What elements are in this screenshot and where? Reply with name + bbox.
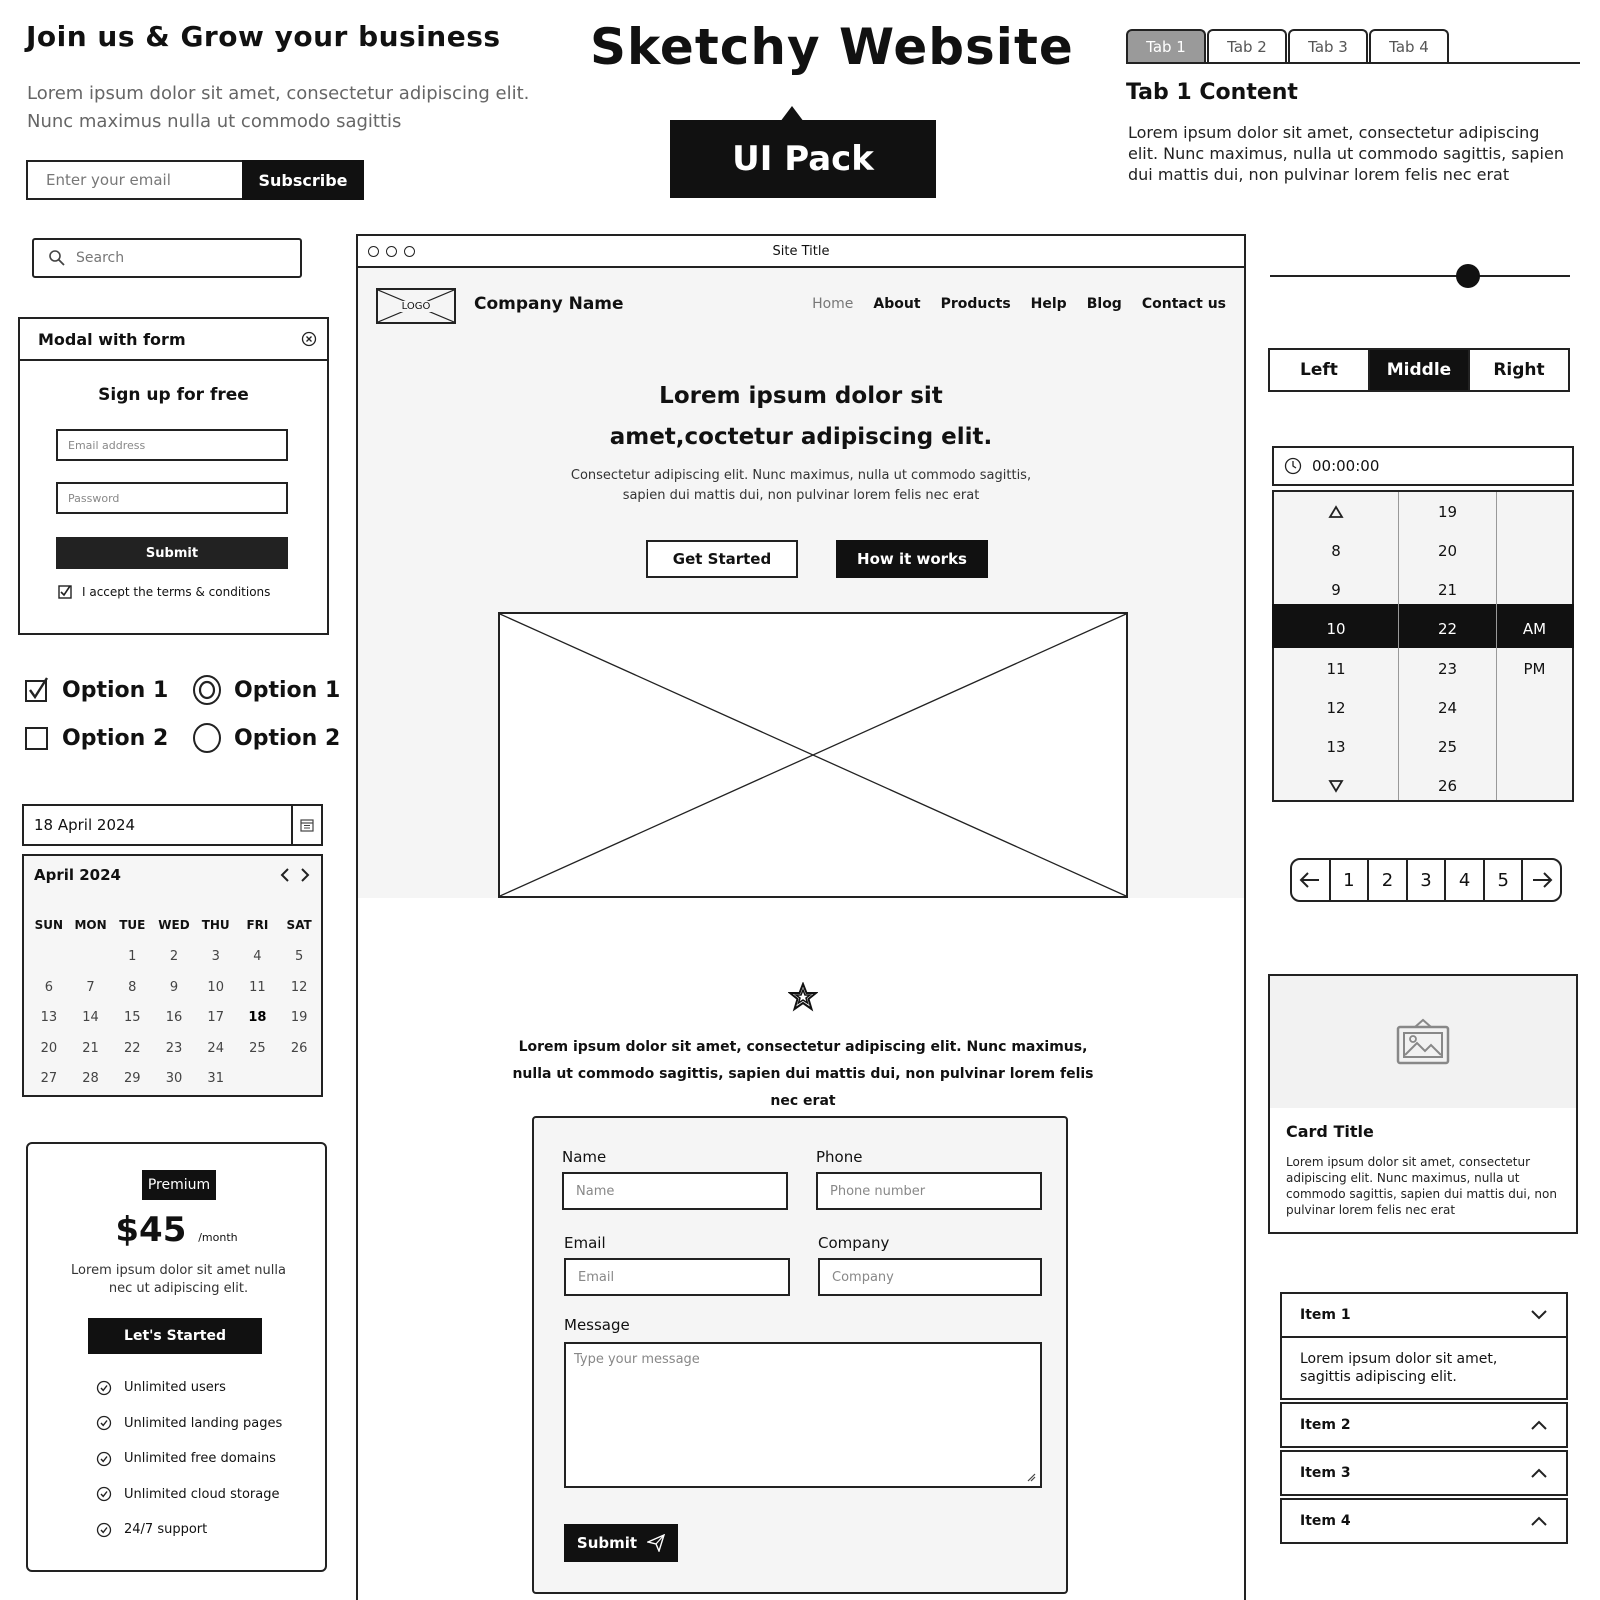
calendar-grid (28, 908, 320, 1095)
modal-password-field[interactable]: Password (56, 482, 288, 514)
pagination (1290, 858, 1562, 902)
calendar-weekday: FRI (246, 918, 269, 932)
calendar-day-selected[interactable]: 18 (248, 1010, 267, 1025)
feature-label: Unlimited users (124, 1380, 226, 1396)
calendar-day[interactable]: 21 (82, 1040, 99, 1056)
segment-left[interactable]: Left (1270, 350, 1370, 390)
check-circle-icon (96, 1415, 112, 1431)
hour-item[interactable]: 9 (1331, 580, 1341, 599)
feature-label: Unlimited landing pages (124, 1415, 283, 1431)
arrow-up-icon[interactable] (1274, 492, 1398, 531)
email-input[interactable]: Email (564, 1258, 790, 1296)
checkbox-option-2[interactable] (24, 724, 168, 752)
check-circle-icon (96, 1486, 112, 1502)
company-label: Company (818, 1234, 890, 1252)
tab-content-title: Tab 1 Content (1126, 80, 1298, 105)
logo[interactable] (376, 288, 456, 324)
calendar-day[interactable]: 13 (40, 1010, 58, 1025)
ui-pack-badge: UI Pack (670, 120, 936, 198)
date-input-value: 18 April 2024 (34, 816, 136, 834)
time-input[interactable] (1272, 446, 1574, 486)
nav-contact-us[interactable]: Contact us (1141, 296, 1226, 312)
nav-blog[interactable]: Blog (1086, 296, 1122, 312)
calendar-day[interactable]: 3 (211, 949, 220, 964)
checkbox-label: Option 1 (62, 677, 169, 703)
tab-3[interactable]: Tab 3 (1288, 29, 1368, 62)
minute-column (1399, 492, 1497, 800)
message-placeholder: Type your message (574, 1352, 700, 1367)
time-input-value: 00:00:00 (1312, 457, 1380, 475)
signup-modal (18, 317, 329, 635)
calendar-day[interactable]: 25 (249, 1040, 266, 1056)
contact-submit-button[interactable] (564, 1524, 678, 1562)
email-label: Email (564, 1234, 606, 1252)
calendar-day[interactable]: 17 (207, 1010, 224, 1025)
calendar-weekday: THU (201, 918, 230, 932)
accordion-item-1-body: Lorem ipsum dolor sit amet, sagittis adipiscing elit. (1280, 1338, 1568, 1400)
chevron-up-icon (1530, 1467, 1548, 1479)
calendar-day[interactable]: 10 (207, 979, 224, 995)
site-title: Site Title (772, 243, 830, 259)
price-value: $45 (115, 1210, 187, 1250)
minute-item-selected[interactable]: 22 (1437, 620, 1458, 638)
contact-form (532, 1116, 1068, 1594)
chevron-right-icon[interactable] (299, 867, 311, 883)
time-picker (1272, 490, 1574, 802)
check-circle-icon (96, 1380, 112, 1396)
chevron-up-icon (1530, 1515, 1548, 1527)
card-title: Card Title (1286, 1122, 1374, 1141)
phone-label: Phone (816, 1148, 863, 1166)
hero-title-text: Lorem ipsum dolor sit amet,coctetur adipiscing elit. (609, 383, 993, 450)
calendar-day[interactable]: 12 (290, 979, 308, 995)
calendar-header (24, 856, 321, 884)
calendar-nav (279, 867, 311, 883)
tab-2[interactable]: Tab 2 (1207, 29, 1287, 62)
minute-item[interactable]: 19 (1437, 502, 1458, 521)
newsletter-title: Join us & Grow your business (26, 20, 501, 53)
tab-content-text: Lorem ipsum dolor sit amet, consectetur adipiscing elit. Nunc maximus, nulla ut commodo sagittis, sapien dui mattis dui, non pulvinar lorem felis nec erat (1128, 123, 1564, 184)
logo-text: LOGO (401, 300, 431, 312)
tab-4[interactable]: Tab 4 (1369, 29, 1449, 62)
search-input[interactable] (32, 238, 302, 278)
checkbox-checked-icon[interactable] (58, 585, 72, 599)
accordion-item-label: Item 4 (1300, 1513, 1351, 1529)
calendar-day[interactable]: 31 (207, 1071, 224, 1086)
arrow-down-icon[interactable] (1274, 766, 1398, 805)
calendar-day[interactable]: 14 (82, 1010, 99, 1025)
accordion-item-label: Item 3 (1300, 1465, 1351, 1481)
radio-empty-icon (192, 722, 222, 754)
calendar-day[interactable]: 7 (86, 979, 95, 995)
hero-title (358, 376, 1244, 458)
page-2[interactable]: 2 (1369, 860, 1408, 900)
period-empty (1497, 531, 1572, 570)
date-input[interactable] (22, 804, 323, 846)
accordion-item-4[interactable] (1280, 1498, 1568, 1544)
calendar-day[interactable]: 6 (44, 979, 53, 995)
name-input[interactable]: Name (562, 1172, 788, 1210)
calendar-weekday: TUE (119, 918, 146, 932)
calendar-day[interactable]: 20 (40, 1040, 58, 1056)
calendar-icon[interactable] (291, 806, 321, 844)
calendar-day[interactable]: 24 (207, 1040, 224, 1056)
feature-list (96, 1370, 282, 1548)
checkbox-checked-icon (24, 676, 50, 704)
nav-help[interactable]: Help (1030, 296, 1067, 312)
slider-handle[interactable] (1456, 264, 1480, 288)
close-icon[interactable] (301, 331, 317, 347)
minute-item[interactable]: 24 (1437, 698, 1458, 717)
checkbox-label: Option 2 (62, 725, 169, 751)
newsletter-description: Lorem ipsum dolor sit amet, consectetur adipiscing elit. Nunc maximus nulla ut commodo sagittis (27, 83, 530, 132)
modal-header (20, 319, 327, 361)
calendar-day[interactable]: 16 (165, 1010, 183, 1025)
calendar-day[interactable]: 4 (253, 949, 262, 964)
calendar-weekday: SAT (286, 918, 312, 932)
minute-item[interactable]: 23 (1437, 659, 1458, 678)
company-input[interactable]: Company (818, 1258, 1042, 1296)
slider-track[interactable] (1270, 275, 1570, 277)
pricing-card (26, 1142, 327, 1572)
resize-handle-icon[interactable] (1026, 1472, 1036, 1482)
company-name: Company Name (474, 294, 624, 314)
feature-item (96, 1406, 282, 1442)
message-textarea[interactable] (564, 1342, 1042, 1488)
segment-right[interactable]: Right (1493, 360, 1545, 380)
hour-column (1274, 492, 1399, 800)
search-placeholder: Search (76, 250, 125, 266)
calendar (22, 854, 323, 1097)
feature-text: Lorem ipsum dolor sit amet, consectetur adipiscing elit. Nunc maximus, nulla ut commodo sagittis, sapien dui mattis dui, non pulvinar lorem felis nec erat (512, 1039, 1094, 1109)
calendar-day[interactable]: 23 (165, 1040, 183, 1056)
minute-item[interactable]: 26 (1437, 776, 1458, 795)
feature-item (96, 1477, 282, 1513)
page-5[interactable]: 5 (1485, 860, 1524, 900)
accordion-item-label: Item 2 (1300, 1417, 1351, 1433)
page-1[interactable]: 1 (1331, 860, 1370, 900)
nav-about[interactable]: About (873, 296, 921, 312)
lets-started-button[interactable]: Let's Started (88, 1318, 262, 1354)
calendar-day[interactable]: 15 (124, 1010, 141, 1025)
calendar-day[interactable]: 1 (128, 949, 137, 964)
card-text: Lorem ipsum dolor sit amet, consectetur adipiscing elit. Nunc maximus, nulla ut commodo sagittis, sapien dui mattis dui, non pulvinar lorem felis nec erat (1286, 1155, 1557, 1217)
how-it-works-button[interactable]: How it works (836, 540, 988, 578)
terms-label: I accept the terms & conditions (82, 585, 271, 599)
calendar-day[interactable]: 8 (128, 979, 137, 995)
calendar-day[interactable]: 9 (169, 979, 179, 995)
modal-email-field[interactable]: Email address (56, 429, 288, 461)
checkbox-option-1[interactable] (24, 676, 168, 704)
terms-checkbox-row[interactable] (58, 585, 270, 599)
calendar-day[interactable]: 28 (82, 1071, 99, 1086)
hero-section (358, 268, 1244, 898)
period-empty (1497, 492, 1572, 531)
calendar-day[interactable]: 5 (295, 949, 304, 964)
modal-submit-button[interactable]: Submit (56, 537, 288, 569)
calendar-day[interactable]: 27 (40, 1071, 58, 1086)
calendar-day[interactable]: 30 (165, 1071, 183, 1086)
accordion-item-3[interactable] (1280, 1450, 1568, 1496)
radio-label: Option 1 (234, 677, 341, 703)
name-label: Name (562, 1148, 607, 1166)
check-circle-icon (96, 1451, 112, 1467)
feature-label: Unlimited free domains (124, 1451, 276, 1467)
price (28, 1210, 325, 1250)
minute-item[interactable]: 25 (1437, 737, 1458, 756)
pricing-description: Lorem ipsum dolor sit amet nulla nec ut adipiscing elit. (71, 1263, 286, 1296)
message-label: Message (564, 1316, 630, 1334)
hour-item[interactable]: 8 (1331, 541, 1341, 560)
arrow-left-icon[interactable] (1292, 860, 1331, 900)
radio-option-2[interactable] (192, 722, 340, 754)
page-title: Sketchy Website (590, 18, 1074, 76)
period-empty (1497, 570, 1572, 609)
accordion-item-1[interactable] (1280, 1292, 1568, 1338)
tab-bar (1126, 28, 1580, 64)
feature-item (96, 1441, 282, 1477)
browser-window (356, 234, 1246, 1600)
minute-item[interactable]: 21 (1437, 580, 1458, 599)
accordion (1280, 1292, 1568, 1546)
nav-home[interactable]: Home (812, 296, 854, 312)
image-icon (1395, 1017, 1451, 1067)
segment-middle[interactable]: Middle (1370, 350, 1470, 390)
main-nav (812, 296, 1226, 312)
feature-item (96, 1370, 282, 1406)
page-3[interactable]: 3 (1408, 860, 1447, 900)
calendar-weekday: WED (158, 918, 190, 932)
modal-heading: Sign up for free (98, 385, 249, 405)
arrow-right-icon[interactable] (1523, 860, 1560, 900)
hour-item[interactable]: 11 (1326, 659, 1346, 678)
content-card[interactable] (1268, 974, 1578, 1234)
feature-label: Unlimited cloud storage (124, 1486, 280, 1502)
chevron-left-icon[interactable] (279, 867, 291, 883)
radio-selected-icon (192, 674, 222, 706)
calendar-month-label: April 2024 (34, 866, 121, 884)
calendar-day[interactable]: 26 (290, 1040, 308, 1056)
hour-item[interactable]: 13 (1326, 737, 1346, 756)
page-4[interactable]: 4 (1446, 860, 1485, 900)
period-item-selected[interactable]: AM (1522, 620, 1547, 638)
tab-1[interactable]: Tab 1 (1126, 29, 1206, 62)
clock-icon (1284, 457, 1302, 475)
calendar-day[interactable]: 2 (169, 949, 179, 964)
star-icon (788, 982, 818, 1012)
calendar-day[interactable]: 22 (124, 1040, 141, 1056)
card-image (1270, 976, 1576, 1108)
calendar-weekday: MON (74, 918, 107, 932)
check-circle-icon (96, 1522, 112, 1538)
hour-item-selected[interactable]: 10 (1326, 620, 1346, 638)
contact-submit-label: Submit (576, 1534, 638, 1552)
period-column (1497, 492, 1572, 800)
calendar-weekday: SUN (34, 918, 64, 932)
browser-title-bar (358, 236, 1244, 268)
period-item[interactable]: PM (1523, 659, 1546, 678)
accordion-item-2[interactable] (1280, 1402, 1568, 1448)
hero-subtitle: Consectetur adipiscing elit. Nunc maximus, nulla ut commodo sagittis, sapien dui mattis dui, non pulvinar lorem felis nec erat (570, 468, 1032, 503)
get-started-button[interactable]: Get Started (646, 540, 798, 578)
calendar-empty-cell (70, 942, 112, 973)
price-period: /month (198, 1231, 238, 1244)
hero-image-placeholder (498, 612, 1128, 898)
calendar-day[interactable]: 29 (124, 1071, 141, 1086)
calendar-day[interactable]: 19 (290, 1010, 308, 1025)
newsletter-email-input[interactable]: Enter your email (26, 160, 243, 200)
calendar-day[interactable]: 11 (249, 979, 266, 995)
phone-input[interactable]: Phone number (816, 1172, 1042, 1210)
search-icon (48, 249, 66, 267)
calendar-empty-cell (28, 942, 70, 973)
feature-label: 24/7 support (124, 1522, 208, 1538)
modal-title: Modal with form (38, 329, 186, 349)
chevron-down-icon (1530, 1309, 1548, 1321)
nav-products[interactable]: Products (940, 296, 1011, 312)
radio-option-1[interactable] (192, 674, 340, 706)
segmented-control (1268, 348, 1570, 392)
plan-badge: Premium (142, 1170, 216, 1200)
subscribe-button[interactable]: Subscribe (242, 160, 364, 200)
radio-label: Option 2 (234, 725, 341, 751)
feature-item (96, 1512, 282, 1548)
minute-item[interactable]: 20 (1437, 541, 1458, 560)
checkbox-empty-icon (24, 724, 50, 752)
accordion-item-label: Item 1 (1300, 1307, 1351, 1323)
chevron-up-icon (1530, 1419, 1548, 1431)
send-icon (647, 1534, 665, 1552)
hour-item[interactable]: 12 (1326, 698, 1346, 717)
